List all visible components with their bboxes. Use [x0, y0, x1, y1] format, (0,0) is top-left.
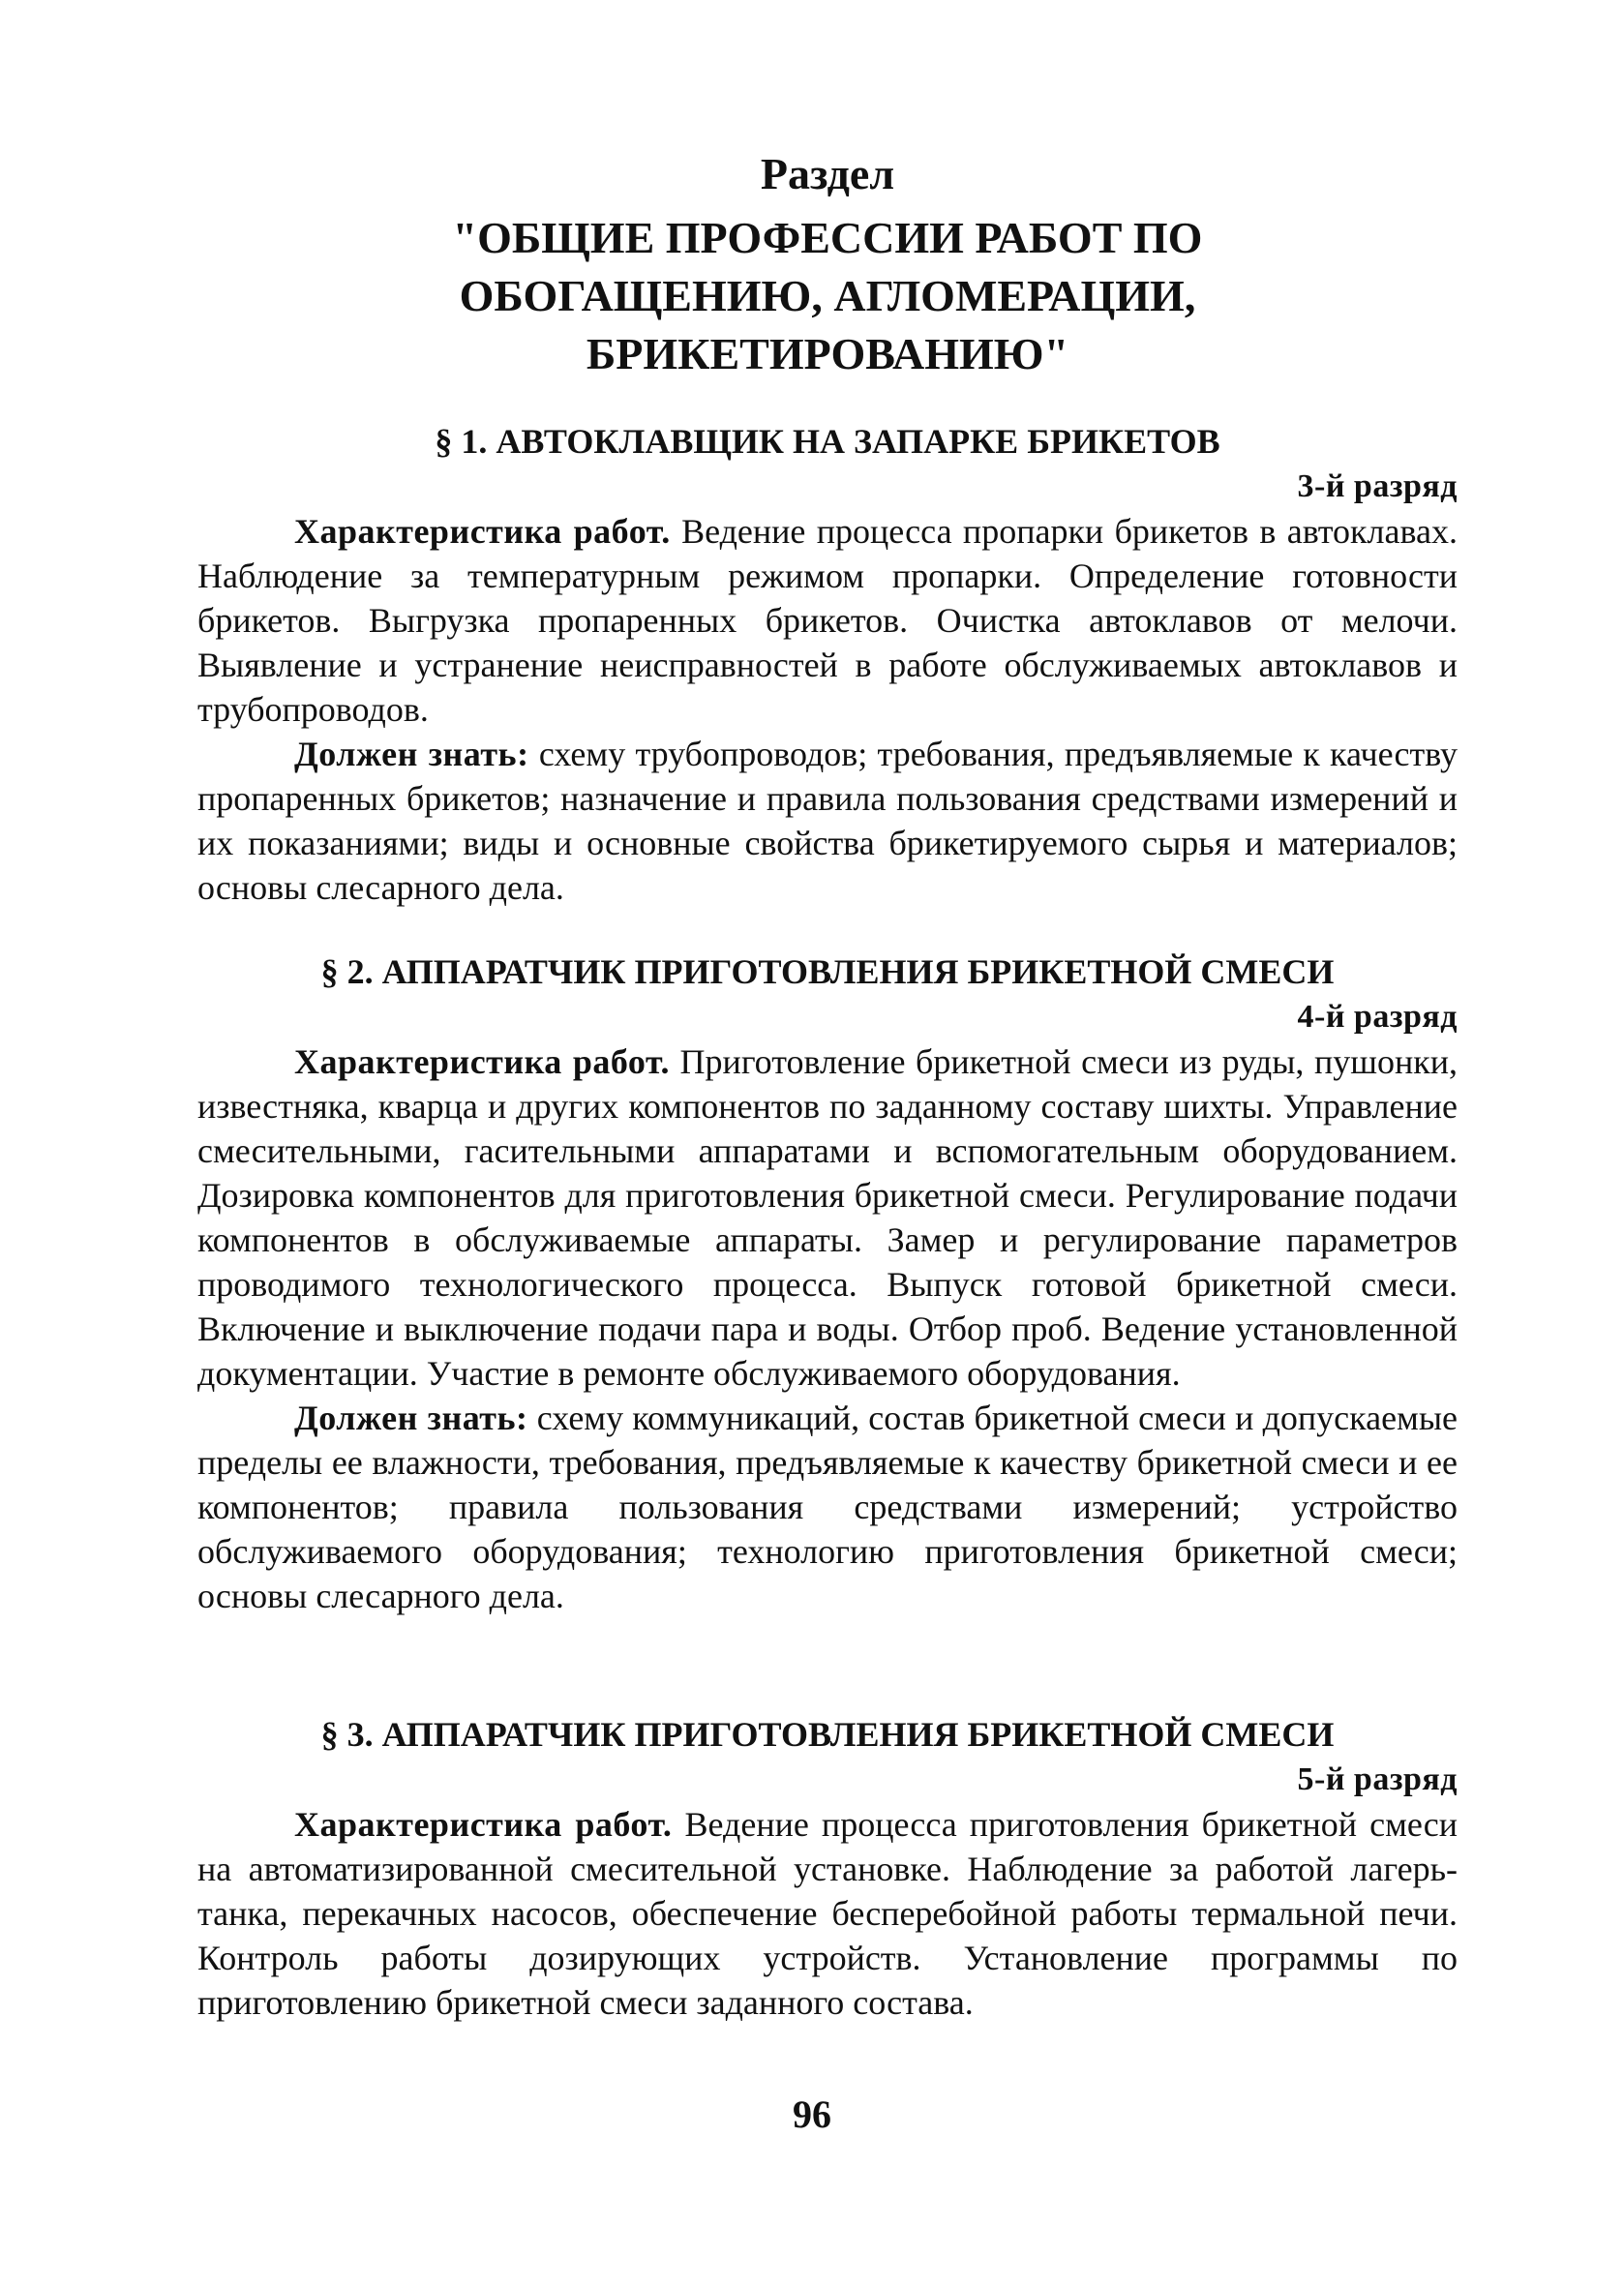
section-header: [194, 145, 1461, 383]
know-label: Должен знать:: [294, 1399, 528, 1437]
header-title-line-3: БРИКЕТИРОВАНИЮ": [586, 329, 1069, 378]
work-characteristics: [197, 1802, 1458, 2025]
section-2: [197, 948, 1458, 1618]
work-text: Ведение процесса пропарки брикетов в автоклавах. Наблюдение за температурным режимом пропарки. Определение готовности брикетов. Выгрузка пропаренных брикетов. Очистка автоклавов от мелочи. Выявление и устранение неисправностей в работе обслуживаемых автоклавов и трубопроводов.: [197, 512, 1458, 729]
page-number: 96: [793, 2092, 831, 2136]
work-characteristics: [197, 509, 1458, 732]
header-word: Раздел: [760, 149, 895, 198]
section-title: § 3. АППАРАТЧИК ПРИГОТОВЛЕНИЯ БРИКЕТНОЙ СМЕСИ: [320, 1715, 1335, 1754]
required-knowledge: [197, 1396, 1458, 1618]
know-text: схему трубопроводов; требования, предъявляемые к качеству пропаренных брикетов; назначение и правила пользования средствами измерений и их показаниями; виды и основные свойства брикетируемого сырья и материалов; основы слесарного дела.: [197, 735, 1458, 907]
know-text: схему коммуникаций, состав брикетной смеси и допускаемые пределы ее влажности, требования, предъявляемые к качеству брикетной смеси и ее компонентов; правила пользования средствами измерений; устройство обслуживаемого оборудования; технологию приготовления брикетной смеси; основы слесарного дела.: [197, 1399, 1459, 1615]
section-1: [197, 418, 1458, 910]
header-title-line-2: ОБОГАЩЕНИЮ, АГЛОМЕРАЦИИ,: [459, 271, 1196, 320]
header-title-line-1: "ОБЩИЕ ПРОФЕССИИ РАБОТ ПО: [452, 213, 1203, 262]
required-knowledge: [197, 732, 1458, 910]
section-rank: 3-й разряд: [1297, 468, 1458, 504]
know-label: Должен знать:: [294, 735, 529, 773]
work-label: Характеристика работ.: [294, 1042, 670, 1081]
section-rank: 5-й разряд: [1297, 1761, 1458, 1797]
work-characteristics: [197, 1039, 1458, 1396]
work-text: Ведение процесса приготовления брикетной смеси на автоматизированной смесительной установке. Наблюдение за работой лагерь-танка, перекачных насосов, обеспечение бесперебойной работы термальной печи. Контроль работы дозирующих устройств. Установление программы по приготовлению брикетной смеси заданного состава.: [197, 1805, 1459, 2022]
section-rank: 4-й разряд: [1297, 999, 1458, 1035]
work-text: Приготовление брикетной смеси из руды, пушонки, известняка, кварца и других компонентов по заданному составу шихты. Управление смесительными, гасительными аппаратами и вспомогательным оборудованием. Дозировка компонентов для приготовления брикетной смеси. Регулирование подачи компонентов в обслуживаемые аппараты. Замер и регулирование параметров проводимого технологического процесса. Выпуск готовой брикетной смеси. Включение и выключение подачи пара и воды. Отбор проб. Ведение установленной документации. Участие в ремонте обслуживаемого оборудования.: [197, 1042, 1459, 1393]
header-title: [194, 209, 1461, 383]
work-label: Характеристика работ.: [294, 512, 671, 551]
section-title: § 2. АППАРАТЧИК ПРИГОТОВЛЕНИЯ БРИКЕТНОЙ СМЕСИ: [320, 952, 1335, 991]
section-title: § 1. АВТОКЛАВЩИК НА ЗАПАРКЕ БРИКЕТОВ: [435, 422, 1220, 461]
work-label: Характеристика работ.: [294, 1805, 673, 1844]
section-3: [197, 1711, 1458, 2025]
